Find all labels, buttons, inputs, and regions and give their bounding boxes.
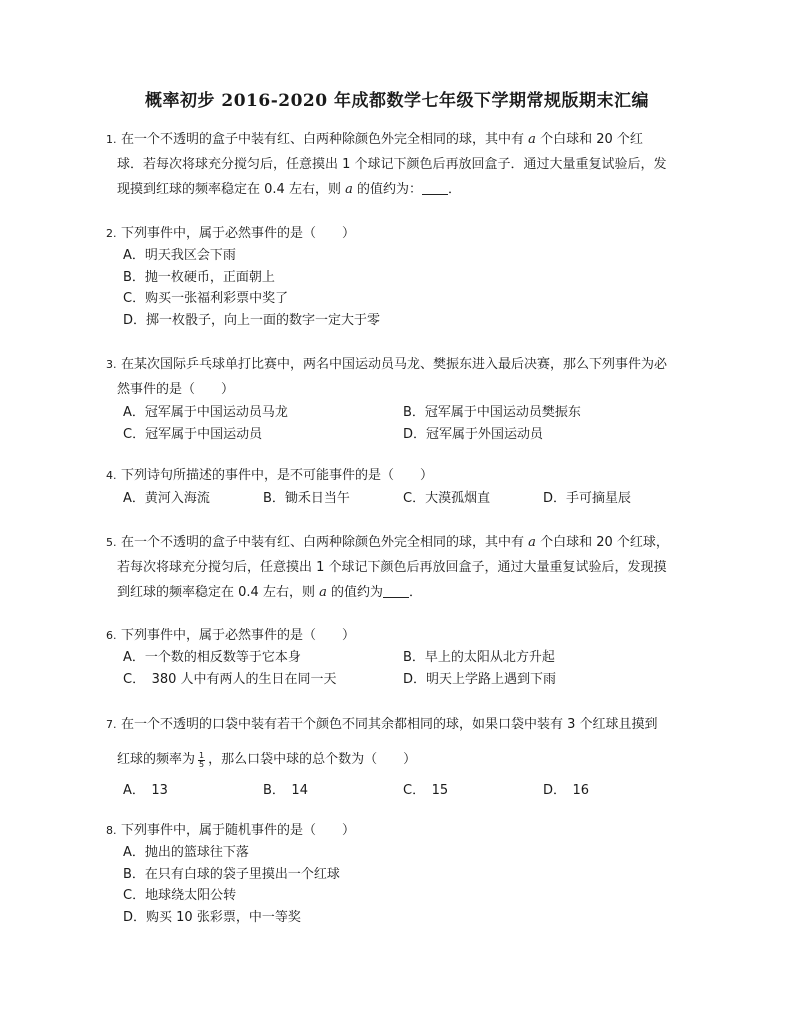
question-8: 8. 下列事件中，属于随机事件的是（ ） A．抛出的篮球往下落 B．在只有白球的袋子里摸出一个红球 C．地球绕太阳公转 D．购买 10 张彩票，中一等奖 [106, 819, 706, 928]
question-number: 4. [106, 469, 117, 482]
option-c: C．地球绕太阳公转 [123, 888, 237, 903]
answer-blank [422, 180, 448, 195]
question-number: 2. [106, 227, 117, 240]
option-a: A．一个数的相反数等于它本身 [123, 650, 301, 665]
option-b: B．锄禾日当午 [263, 491, 350, 506]
option-c: C．大漠孤烟直 [403, 491, 491, 506]
question-5: 5. 在一个不透明的盒子中装有红、白两种除颜色外完全相同的球，其中有 a 个白球和 20 个红球， 若每次将球充分搅匀后，任意摸出 1 个球记下颜色后再放回盒子，通过大量重复试验后，发现摸 到红球的频率稳定在 0.4 左右，则 a 的值约为 ． [106, 530, 706, 605]
question-number: 6. [106, 629, 117, 642]
option-a: A．黄河入海流 [123, 491, 210, 506]
question-3: 3. 在某次国际乒乓球单打比赛中，两名中国运动员马龙、樊振东进入最后决赛，那么下列事件为必 然事件的是（ ） A．冠军属于中国运动员马龙 B．冠军属于中国运动员樊振东 C．冠军属于中国运动员 D．冠军属于外国运动员 [106, 352, 706, 445]
option-c: C． 15 [403, 783, 449, 798]
question-number: 3. [106, 358, 117, 371]
question-7: 7. 在一个不透明的口袋中装有若干个颜色不同其余都相同的球，如果口袋中装有 3 个红球且摸到 红球的频率为 $\frac{1}{5}$ ，那么口袋中球的总个数为（ ） A． 13 B． 14 C． 15 D． 16 [106, 712, 706, 802]
option-b: B． 14 [263, 783, 308, 798]
option-b: B．抛一枚硬币，正面朝上 [123, 269, 275, 285]
question-number: 8. [106, 824, 117, 837]
option-a: A．明天我区会下雨 [123, 248, 236, 263]
option-c: C．冠军属于中国运动员 [123, 426, 263, 442]
option-a: A．冠军属于中国运动员马龙 [123, 405, 288, 420]
fraction: $\frac{1}{5}$ [199, 751, 205, 769]
option-d: D．手可摘星辰 [543, 491, 632, 506]
option-d: D．冠军属于外国运动员 [403, 426, 544, 442]
option-a: A．抛出的篮球往下落 [123, 845, 249, 860]
option-c: C．购买一张福利彩票中奖了 [123, 291, 289, 306]
option-a: A． 13 [123, 783, 168, 798]
question-number: 1. [106, 133, 117, 146]
question-4: 4. 下列诗句所描述的事件中，是不可能事件的是（ ） A．黄河入海流 B．锄禾日当午 C．大漠孤烟直 D．手可摘星辰 [106, 463, 706, 510]
question-1: 1. 在一个不透明的盒子中装有红、白两种除颜色外完全相同的球，其中有 a 个白球和 20 个红 球．若每次将球充分搅匀后，任意摸出 1 个球记下颜色后再放回盒子．通过大量重复试验后，发 现摸到红球的频率稳定在 0.4 左右，则 a 的值约为： ． [106, 127, 706, 202]
option-c: C． 380 人中有两人的生日在同一天 [123, 671, 337, 687]
option-b: B．冠军属于中国运动员樊振东 [403, 405, 581, 420]
question-2: 2. 下列事件中，属于必然事件的是（ ） A．明天我区会下雨 B．抛一枚硬币，正面朝上 C．购买一张福利彩票中奖了 D．掷一枚骰子，向上一面的数字一定大于零 [106, 222, 706, 331]
question-number: 5. [106, 536, 117, 549]
option-b: B．在只有白球的袋子里摸出一个红球 [123, 866, 340, 882]
option-d: D．购买 10 张彩票，中一等奖 [123, 909, 301, 925]
answer-blank [383, 583, 409, 598]
option-d: D．掷一枚骰子，向上一面的数字一定大于零 [123, 312, 381, 328]
question-number: 7. [106, 718, 117, 731]
option-b: B．早上的太阳从北方升起 [403, 650, 555, 665]
option-d: D． 16 [543, 783, 590, 798]
question-6: 6. 下列事件中，属于必然事件的是（ ） A．一个数的相反数等于它本身 B．早上的太阳从北方升起 C． 380 人中有两人的生日在同一天 D．明天上学路上遇到下雨 [106, 624, 706, 690]
option-d: D．明天上学路上遇到下雨 [403, 671, 557, 687]
document-title: 概率初步 2016-2020 年成都数学七年级下学期常规版期末汇编 [144, 91, 650, 111]
